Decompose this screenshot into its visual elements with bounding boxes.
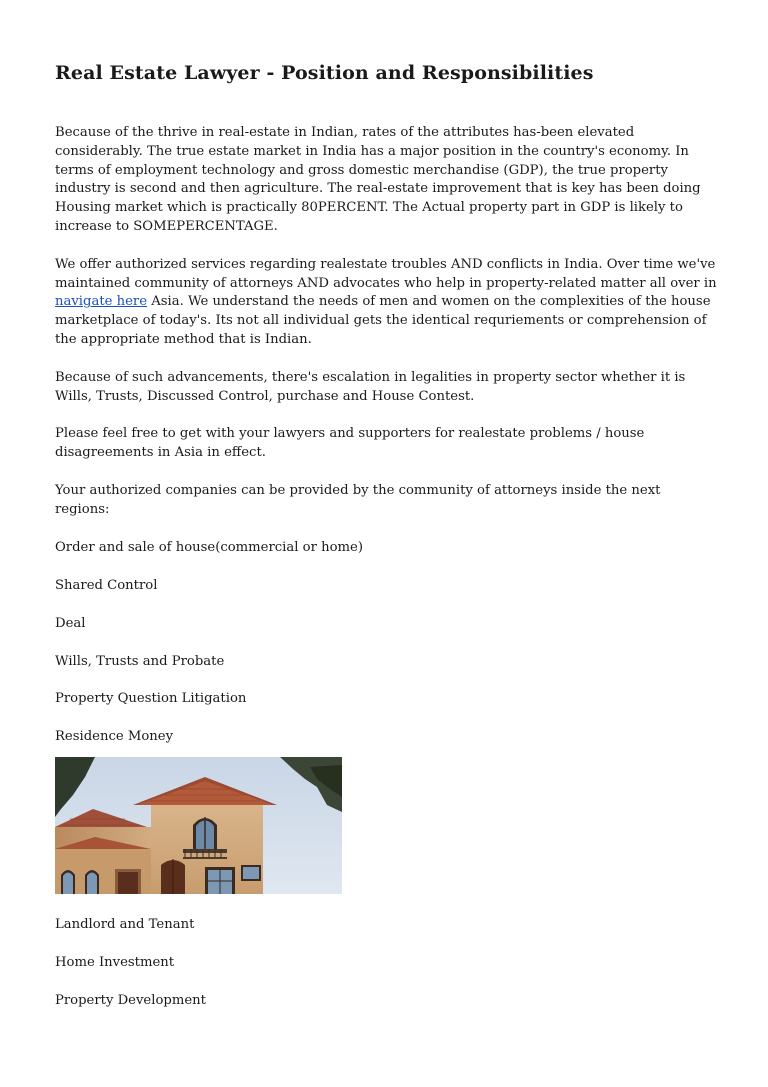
house-photo <box>55 757 342 894</box>
list-item: Property Question Litigation <box>55 691 247 707</box>
intro-paragraph: Because of the thrive in real-estate in Indian, rates of the attributes has-been elevated considerably. The true estate market in India has a major position in the country's economy. In terms of employment technology and gross domestic merchandise (GDP), the true property industry is second and then agriculture. The real-estate improvement that is key has been doing Housing market which is practically 80PERCENT. The Actual property part in GDP is likely to increase to SOMEPERCENTAGE. <box>55 125 701 234</box>
list-item: Shared Control <box>55 577 158 593</box>
list-item: Residence Money <box>55 729 174 745</box>
services-text-start: We offer authorized services regarding realestate troubles AND conflicts in India. Over time we've maintained community of attorneys AND advocates who help in property-related matter all over in <box>55 256 717 291</box>
list-item: Landlord and Tenant <box>55 917 195 933</box>
regions-intro-paragraph: Your authorized companies can be provided by the community of attorneys inside the next regions: <box>55 482 661 517</box>
services-paragraph <box>55 256 717 350</box>
list-item: Order and sale of house(commercial or home) <box>55 539 363 555</box>
page-title: Real Estate Lawyer - Position and Responsibilities <box>55 62 594 84</box>
list-item: Property Development <box>55 993 206 1009</box>
list-item: Wills, Trusts and Probate <box>55 653 225 669</box>
services-text-end: Asia. We understand the needs of men and women on the complexities of the house marketplace of today's. Its not all individual gets the identical requriements or comprehension of the appropriate method that is Indian. <box>55 294 711 347</box>
advancements-paragraph: Because of such advancements, there's escalation in legalities in property sector whether it is Wills, Trusts, Discussed Control, purchase and House Contest. <box>55 369 686 404</box>
contact-paragraph: Please feel free to get with your lawyers and supporters for realestate problems / house disagreements in Asia in effect. <box>55 426 645 461</box>
document-page <box>55 58 717 1030</box>
list-item: Deal <box>55 615 86 631</box>
list-item: Home Investment <box>55 955 175 971</box>
navigate-here-link[interactable]: navigate here <box>55 294 148 310</box>
